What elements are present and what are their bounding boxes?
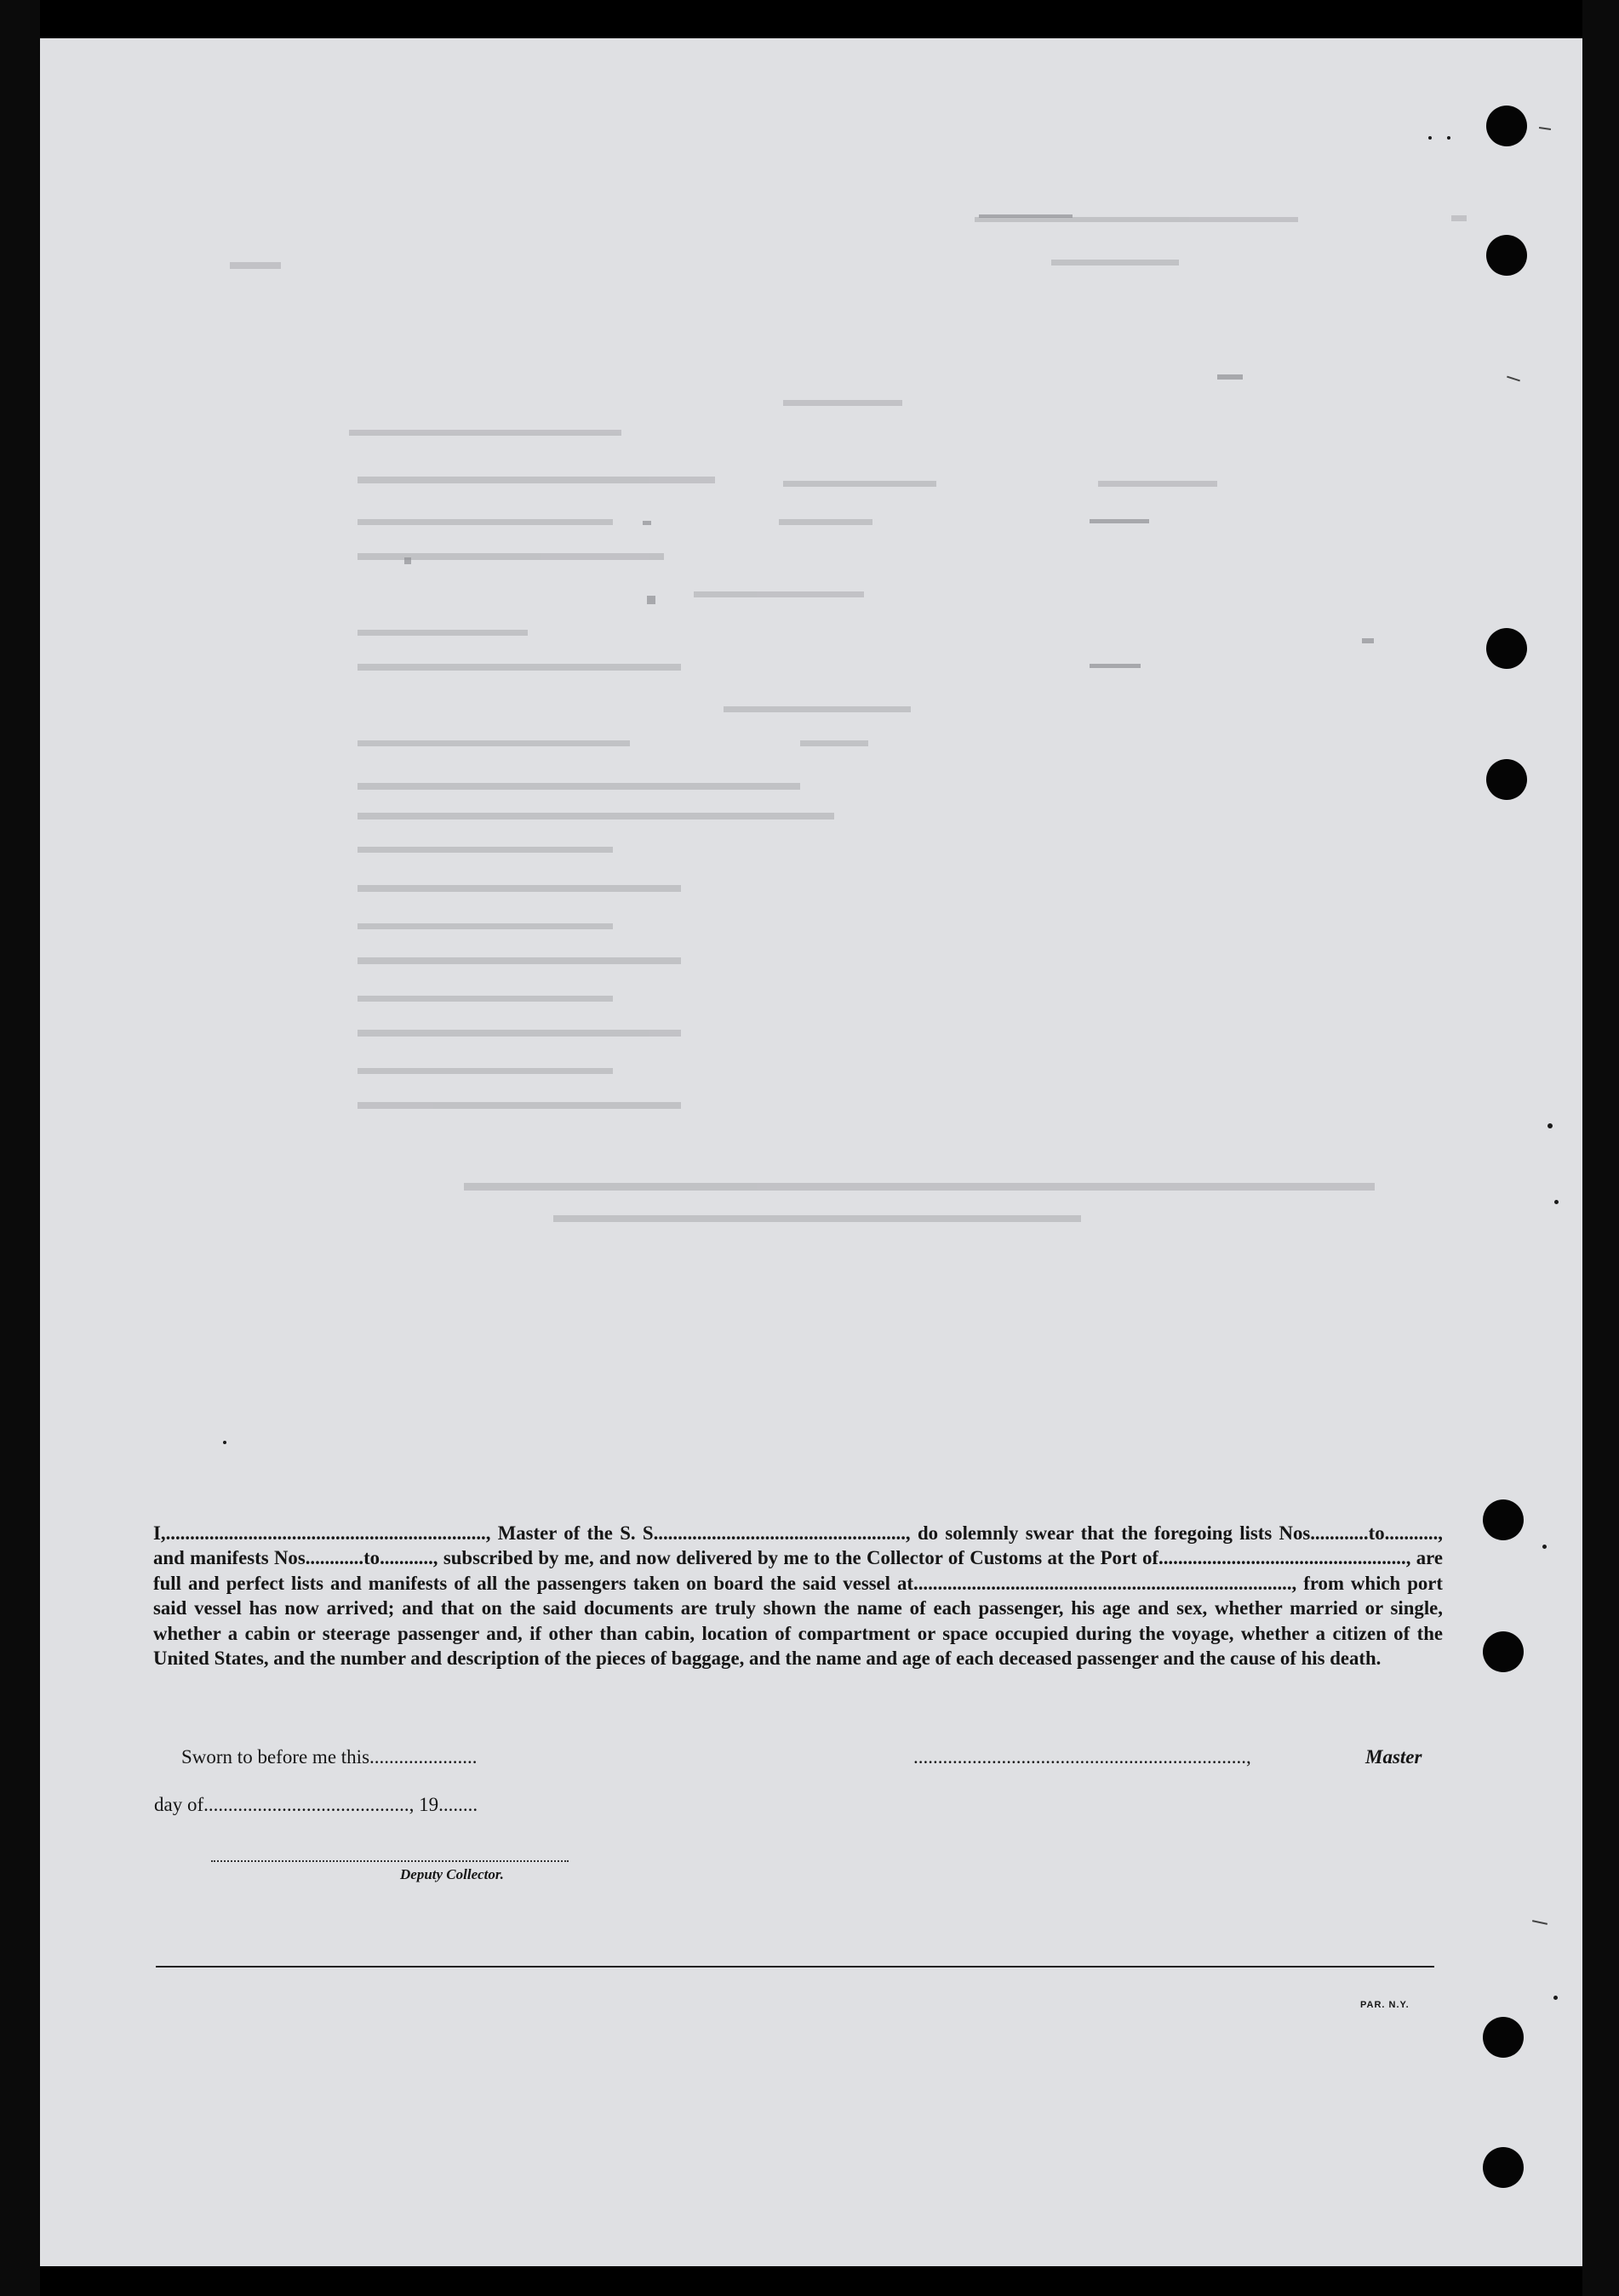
footer-rule (156, 1966, 1434, 1968)
punch-hole (1483, 1499, 1524, 1540)
master-oath-paragraph (153, 1521, 1443, 1671)
master-signature-dots: ...................................................................., (913, 1746, 1251, 1768)
printer-mark: PAR. N.Y. (1360, 2000, 1410, 2010)
scan-speck (1542, 1545, 1547, 1549)
date-line: day of.........................................., 19........ (154, 1794, 478, 1815)
scan-speck (223, 1441, 226, 1444)
deputy-collector-signature-line (211, 1860, 569, 1862)
punch-hole (1483, 2147, 1524, 2188)
punch-hole (1483, 1631, 1524, 1672)
scan-speck (1553, 1996, 1558, 2000)
sworn-line: Sworn to before me this...................... (181, 1746, 478, 1768)
oath-text: I,.................................................................., Master of the S. S...................................................., do solemnly swear that the foregoing lists Nos............to..........., and manifests Nos............to..........., subscribed by me, and now delivered by me to the Collector of Customs at the Port of..................................................., are full and perfect lists and manifests of all the passengers taken on board the said vessel at.............................................................................., from which port said vessel has now arrived; and that on the said documents are truly shown the name of each passenger, his age and sex, whether married or single, whether a cabin or steerage passenger and, if other than cabin, location of compartment or space occupied during the voyage, whether a citizen of the United States, and the number and description of the pieces of baggage, and the name and age of each deceased passenger and the cause of his death. (153, 1522, 1443, 1670)
deputy-collector-label: Deputy Collector. (400, 1866, 504, 1882)
punch-hole (1483, 2017, 1524, 2058)
master-signature-label: Master (1365, 1746, 1422, 1768)
